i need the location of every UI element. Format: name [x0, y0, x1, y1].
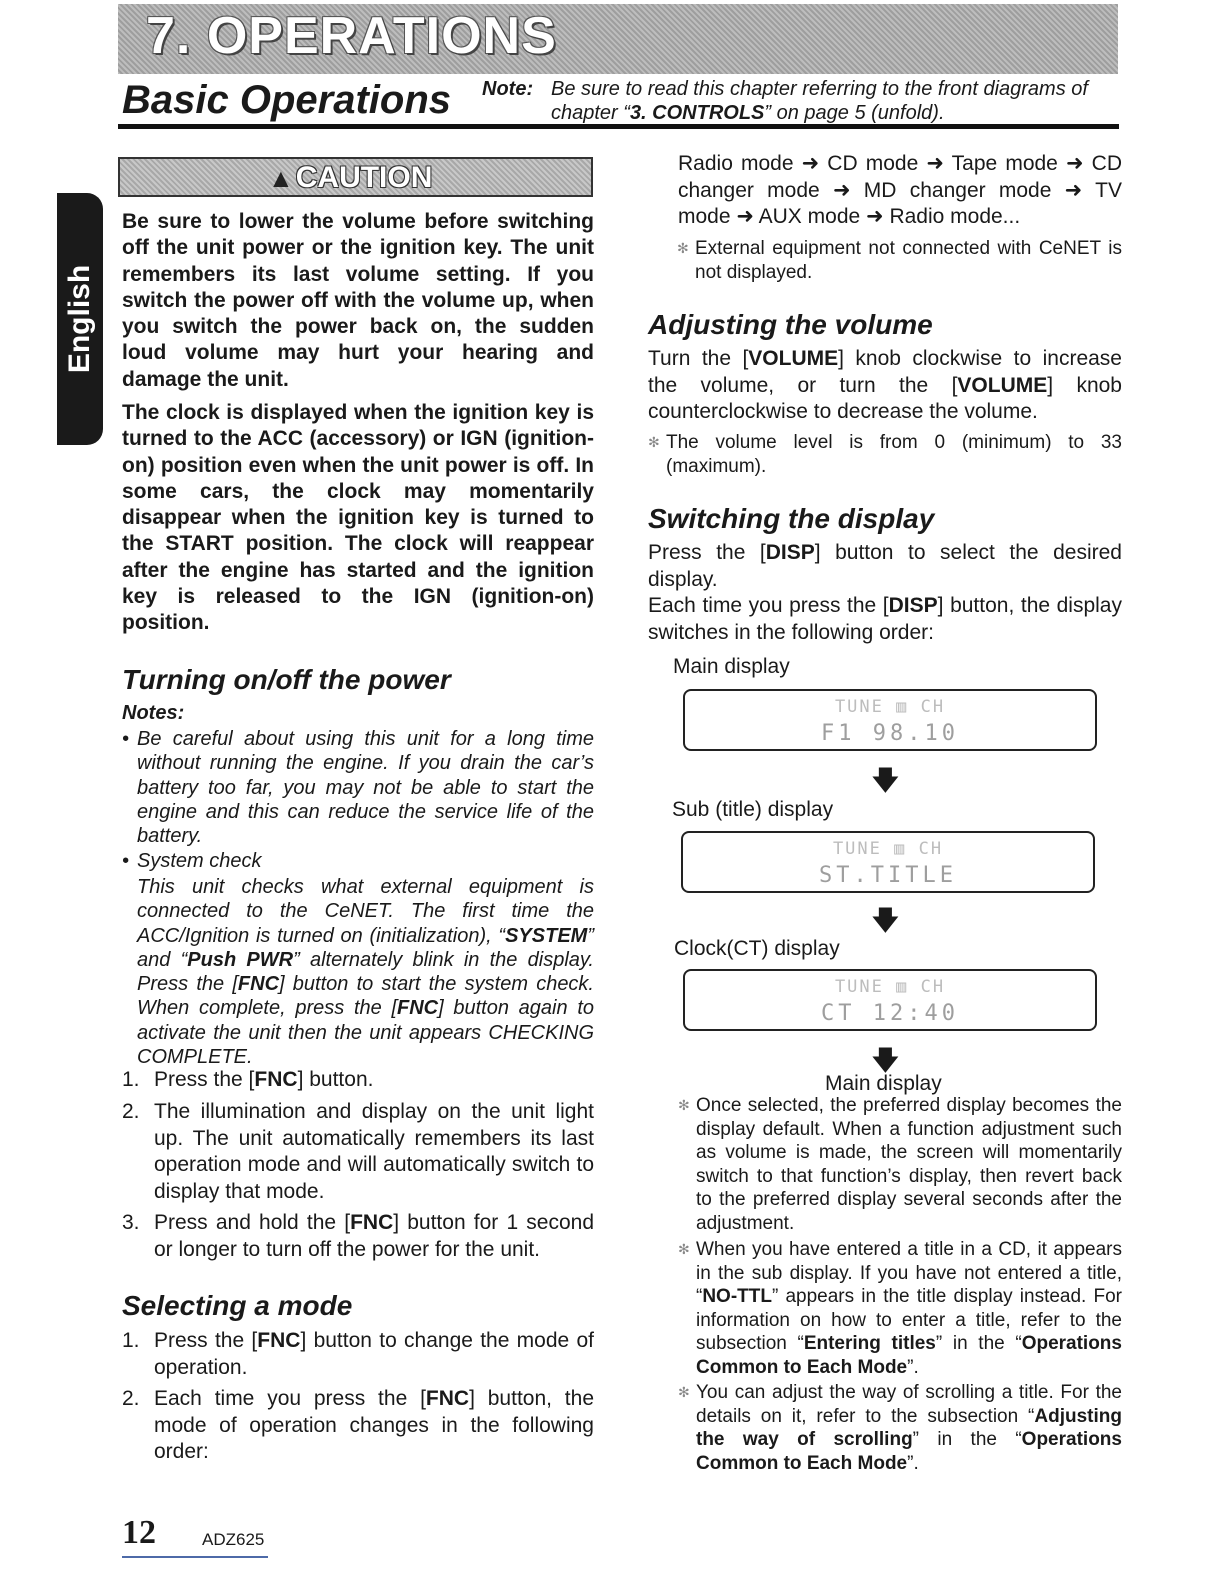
- caution-paragraph-2: The clock is displayed when the ignition key is turned to the ACC (accessory) or IGN (ignition-on) position even when the unit power is off. In some cars, the clock may momentarily disappear when the ignition key is turned to the START position. The clock will reappear after the engine has started and the ignition key is released to the IGN (ignition-on) position.: [122, 401, 594, 635]
- warning-icon: ▲: [268, 163, 294, 193]
- clock-display-label: Clock(CT) display: [674, 937, 840, 960]
- mode-note: ✻ External equipment not connected with CeNET is not displayed.: [677, 238, 1122, 283]
- section-title: Basic Operations: [122, 78, 452, 122]
- down-arrow-icon: 🡇: [872, 905, 899, 935]
- header-rule: [118, 124, 1119, 129]
- notes-label: Notes:: [122, 702, 185, 724]
- display-heading: Switching the display: [648, 503, 935, 534]
- caution-title: CAUTION: [295, 161, 433, 194]
- note-text: Be sure to read this chapter referring to the front diagrams of chapter “3. CONTROLS” on page 5 (unfold).: [551, 78, 1088, 124]
- note-battery: • Be careful about using this unit for a long time without running the engine. If you drain the car’s battery too far, you may not be able to start the engine and this can reduce the service life of the battery.: [122, 728, 594, 848]
- end-display-label: Main display: [825, 1072, 942, 1095]
- volume-text: Turn the [VOLUME] knob clockwise to increase the volume, or turn the [VOLUME] knob counterclockwise to decrease the volume.: [648, 347, 1122, 423]
- lcd-main-text: F1 98.10: [821, 721, 959, 746]
- note-label: Note:: [482, 78, 534, 100]
- display-note-1: ✻ Once selected, the preferred display becomes the display default. When a function adjustment such as volume is made, the screen will momentarily switch to that function’s display, then revert back to the preferred display several seconds after the adjustment.: [678, 1095, 1122, 1234]
- down-arrow-icon: 🡇: [872, 1045, 899, 1075]
- lcd-sub-text: ST.TITLE: [819, 863, 957, 888]
- volume-note: ✻ The volume level is from 0 (minimum) to 33 (maximum).: [648, 432, 1122, 477]
- sub-display-label: Sub (title) display: [672, 798, 834, 821]
- display-text-1: Press the [DISP] button to select the desired display.: [648, 541, 1122, 591]
- language-tab: [57, 193, 103, 445]
- mode-cycle: Radio mode ➜ CD mode ➜ Tape mode ➜ CD changer mode ➜ MD changer mode ➜ TV mode ➜ AUX mode ➜ Radio mode...: [678, 152, 1122, 228]
- footer-rule: [122, 1556, 268, 1558]
- display-text-2: Each time you press the [DISP] button, the display switches in the following order:: [648, 594, 1122, 644]
- page-number: 12: [122, 1514, 156, 1551]
- display-note-2: ✻ When you have entered a title in a CD, it appears in the sub display. If you have not entered a title, “NO-TTL” appears in the title display instead. For information on how to enter a title, refer to the subsection “Entering titles” in the “Operations Common to Each Mode”.: [678, 1239, 1122, 1378]
- lcd-sub-display: [681, 831, 1095, 893]
- lcd-main-display: [683, 689, 1097, 751]
- chapter-banner: [118, 4, 1118, 74]
- main-display-label: Main display: [673, 655, 790, 678]
- caution-paragraph-1: Be sure to lower the volume before switching off the unit power or the ignition key. The unit remembers its last volume setting. If you switch the power off with the volume up, when you switch the power back on, the sudden loud volume may hurt your hearing and damage the unit.: [122, 210, 594, 391]
- mode-step-2: 2. Each time you press the [FNC] button, the mode of operation changes in the following order:: [122, 1387, 594, 1463]
- power-step-3: 3. Press and hold the [FNC] button for 1 second or longer to turn off the power for the unit.: [122, 1211, 594, 1261]
- mode-step-1: 1. Press the [FNC] button to change the mode of operation.: [122, 1329, 594, 1379]
- lcd-indicator: TUNE ▥ CH: [834, 697, 946, 717]
- down-arrow-icon: 🡇: [872, 765, 899, 795]
- lcd-clock-display: [683, 969, 1097, 1031]
- power-heading: Turning on/off the power: [122, 664, 451, 695]
- display-note-3: ✻ You can adjust the way of scrolling a title. For the details on it, refer to the subsection “Adjusting the way of scrolling” in the “Operations Common to Each Mode”.: [678, 1382, 1122, 1474]
- lcd-indicator: TUNE ▥ CH: [834, 977, 946, 997]
- note-system-check-text: This unit checks what external equipment is connected to the CeNET. The first time the ACC/Ignition is turned on (initialization), “SYSTEM” and “Push PWR” alternately blink in the display. Press the [FNC] button to start the system check. When complete, press the [FNC] button again to activate the unit then the unit appears CHECKING COMPLETE.: [137, 876, 594, 1069]
- model-number: ADZ625: [202, 1530, 265, 1549]
- language-tab-label: English: [63, 264, 96, 374]
- power-step-2: 2. The illumination and display on the unit light up. The unit automatically remembers its last operation mode and will automatically switch to display that mode.: [122, 1100, 594, 1203]
- note-system-check-title: • System check: [122, 850, 262, 872]
- power-step-1: 1. Press the [FNC] button.: [122, 1068, 374, 1091]
- caution-banner: [118, 157, 593, 197]
- chapter-title: 7. OPERATIONS: [146, 7, 557, 65]
- volume-heading: Adjusting the volume: [648, 309, 933, 340]
- lcd-indicator: TUNE ▥ CH: [832, 839, 944, 859]
- mode-heading: Selecting a mode: [122, 1290, 353, 1321]
- lcd-clock-text: CT 12:40: [821, 1001, 959, 1026]
